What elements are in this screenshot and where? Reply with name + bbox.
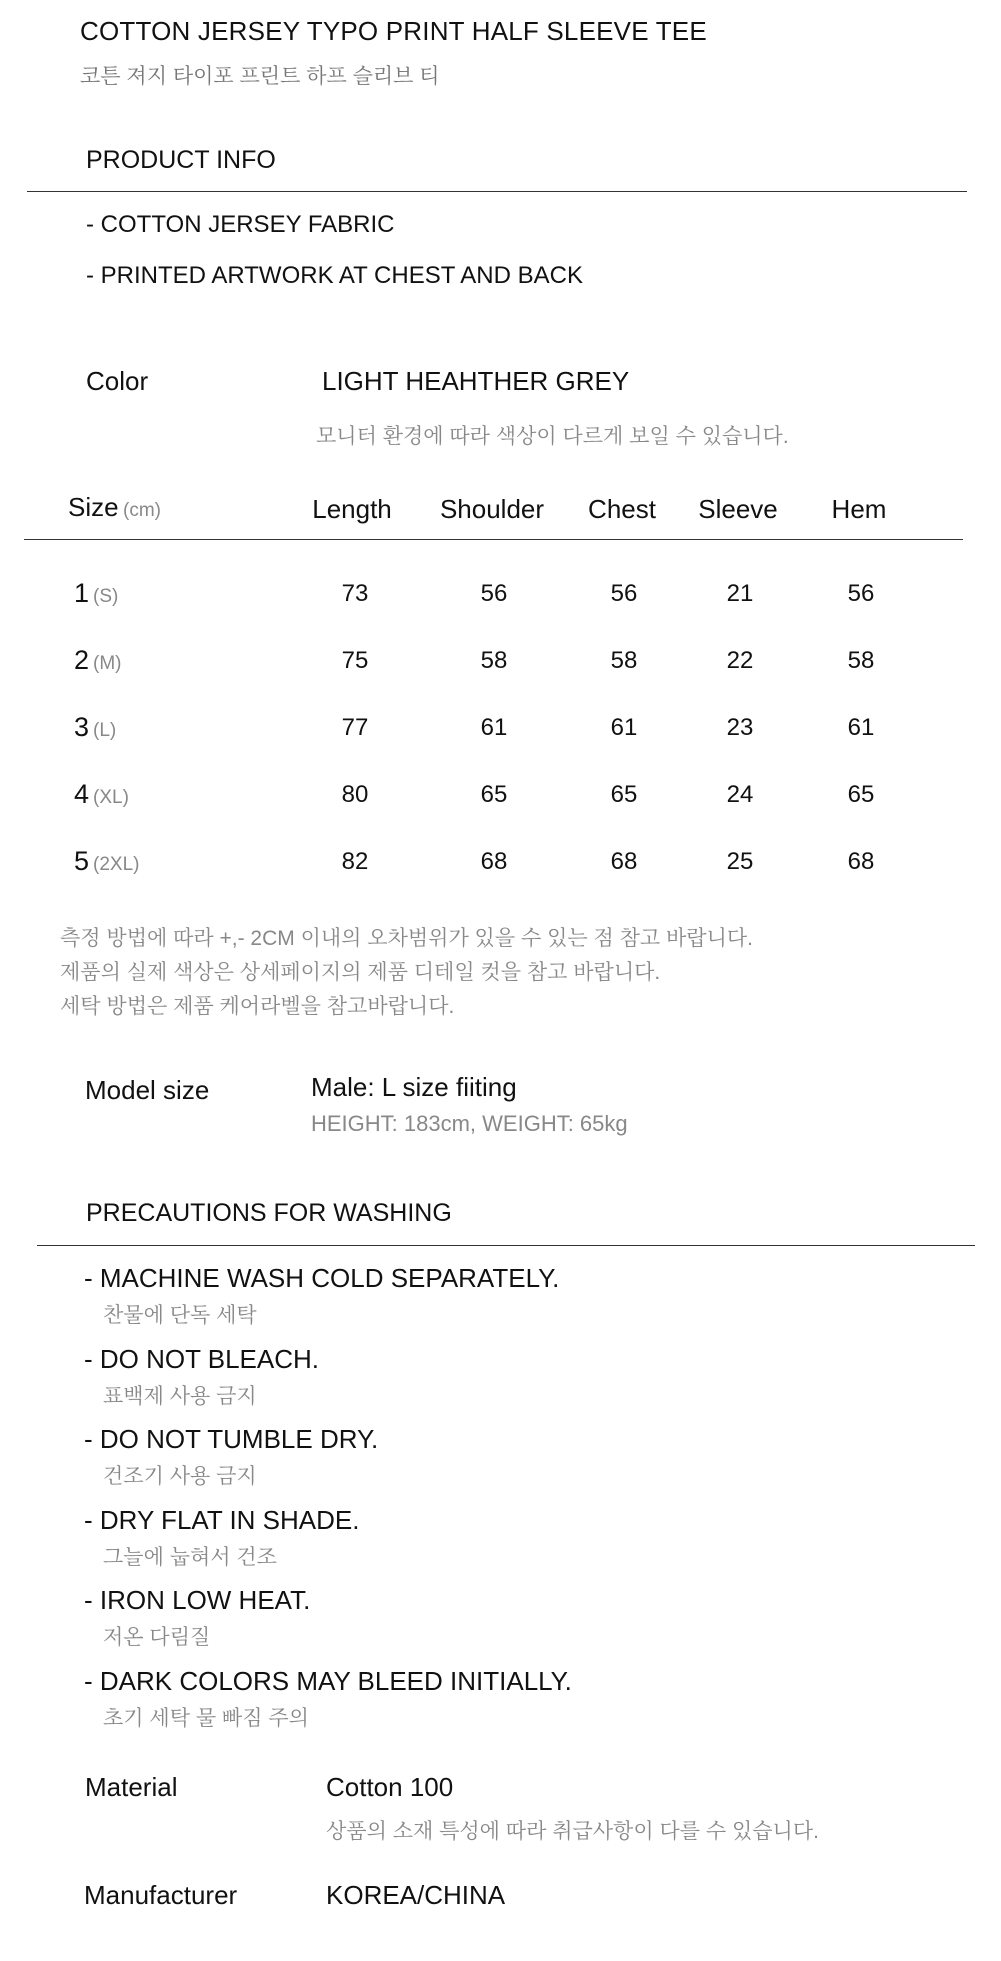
washing-instruction: - MACHINE WASH COLD SEPARATELY. xyxy=(84,1263,560,1293)
size-table-cell: 58 xyxy=(480,647,508,674)
size-row-label xyxy=(74,779,129,810)
size-table-cell: 80 xyxy=(341,781,369,808)
size-table-cell: 65 xyxy=(480,781,508,808)
size-table-cell: 77 xyxy=(341,714,369,741)
size-table-cell: 68 xyxy=(610,848,638,875)
size-table-cell: 68 xyxy=(847,848,875,875)
washing-instruction: - DO NOT BLEACH. xyxy=(84,1344,320,1374)
washing-instruction-korean: 찬물에 단독 세탁 xyxy=(103,1304,257,1327)
manufacturer-label: Manufacturer xyxy=(84,1880,238,1910)
manufacturer-value: KOREA/CHINA xyxy=(326,1880,506,1910)
color-disclaimer: 제품의 실제 색상은 상세페이지의 제품 디테일 컷을 참고 바랍니다. xyxy=(60,961,661,984)
material-value: Cotton 100 xyxy=(326,1772,454,1802)
size-table-cell: 65 xyxy=(847,781,875,808)
size-table-cell: 61 xyxy=(480,714,508,741)
size-table-cell: 23 xyxy=(726,714,754,741)
size-unit: (cm) xyxy=(123,500,162,521)
size-code: (2XL) xyxy=(93,854,140,875)
size-code: (M) xyxy=(93,653,122,674)
size-table-cell: 65 xyxy=(610,781,638,808)
size-table-cell: 58 xyxy=(847,647,875,674)
size-number: 2 xyxy=(74,645,90,675)
size-code: (L) xyxy=(93,720,117,741)
size-table-cell: 25 xyxy=(726,848,754,875)
size-code: (S) xyxy=(93,586,119,607)
size-table-cell: 24 xyxy=(726,781,754,808)
size-table-divider xyxy=(24,539,963,540)
model-size-label: Model size xyxy=(85,1075,210,1105)
size-table-cell: 75 xyxy=(341,647,369,674)
size-number: 5 xyxy=(74,846,90,876)
size-row-label xyxy=(74,712,116,743)
size-label: Size xyxy=(68,492,119,522)
color-note: 모니터 환경에 따라 색상이 다르게 보일 수 있습니다. xyxy=(316,425,789,448)
size-code: (XL) xyxy=(93,787,129,808)
size-number: 3 xyxy=(74,712,90,742)
product-info-divider xyxy=(27,191,967,192)
size-table-cell: 58 xyxy=(610,647,638,674)
washing-instruction: - DARK COLORS MAY BLEED INITIALLY. xyxy=(84,1666,572,1696)
color-value: LIGHT HEAHTHER GREY xyxy=(322,366,630,396)
size-table-cell: 73 xyxy=(341,580,369,607)
washing-instruction: - DRY FLAT IN SHADE. xyxy=(84,1505,360,1535)
product-title: COTTON JERSEY TYPO PRINT HALF SLEEVE TEE xyxy=(80,16,707,46)
product-info-heading: PRODUCT INFO xyxy=(86,146,276,174)
washing-instruction: - DO NOT TUMBLE DRY. xyxy=(84,1424,379,1454)
washing-instruction-korean: 표백제 사용 금지 xyxy=(103,1385,257,1408)
washing-instruction-korean: 저온 다림질 xyxy=(103,1626,211,1649)
size-row-label xyxy=(74,846,140,877)
washing-heading: PRECAUTIONS FOR WASHING xyxy=(86,1199,452,1227)
size-table-cell: 68 xyxy=(480,848,508,875)
washing-instruction-korean: 건조기 사용 금지 xyxy=(103,1465,257,1488)
product-info-bullet: - COTTON JERSEY FABRIC xyxy=(86,211,395,238)
size-table-cell: 21 xyxy=(726,580,754,607)
size-table-cell: 56 xyxy=(480,580,508,607)
washing-divider xyxy=(37,1245,975,1246)
size-number: 1 xyxy=(74,578,90,608)
size-table-cell: 61 xyxy=(847,714,875,741)
care-disclaimer: 세탁 방법은 제품 케어라벨을 참고바랍니다. xyxy=(60,995,455,1018)
size-number: 4 xyxy=(74,779,90,809)
size-table-cell: 56 xyxy=(847,580,875,607)
material-label: Material xyxy=(85,1772,178,1802)
washing-instruction-korean: 초기 세탁 물 빠짐 주의 xyxy=(103,1707,309,1730)
size-header xyxy=(68,492,161,523)
size-table-cell: 82 xyxy=(341,848,369,875)
material-note: 상품의 소재 특성에 따라 취급사항이 다를 수 있습니다. xyxy=(326,1820,819,1843)
product-subtitle: 코튼 져지 타이포 프린트 하프 슬리브 티 xyxy=(80,65,440,88)
size-row-label xyxy=(74,578,118,609)
size-table-cell: 56 xyxy=(610,580,638,607)
measurement-disclaimer: 측정 방법에 따라 +,- 2CM 이내의 오차범위가 있을 수 있는 점 참고 바랍니다. xyxy=(60,927,753,950)
model-size-value: Male: L size fiiting xyxy=(311,1072,517,1102)
model-size-details: HEIGHT: 183cm, WEIGHT: 65kg xyxy=(311,1111,628,1136)
washing-instruction-korean: 그늘에 눕혀서 건조 xyxy=(103,1546,277,1569)
size-table-cell: 22 xyxy=(726,647,754,674)
product-info-bullet: - PRINTED ARTWORK AT CHEST AND BACK xyxy=(86,262,583,289)
washing-instruction: - IRON LOW HEAT. xyxy=(84,1585,311,1615)
size-row-label xyxy=(74,645,122,676)
color-label: Color xyxy=(86,366,149,396)
size-table-cell: 61 xyxy=(610,714,638,741)
